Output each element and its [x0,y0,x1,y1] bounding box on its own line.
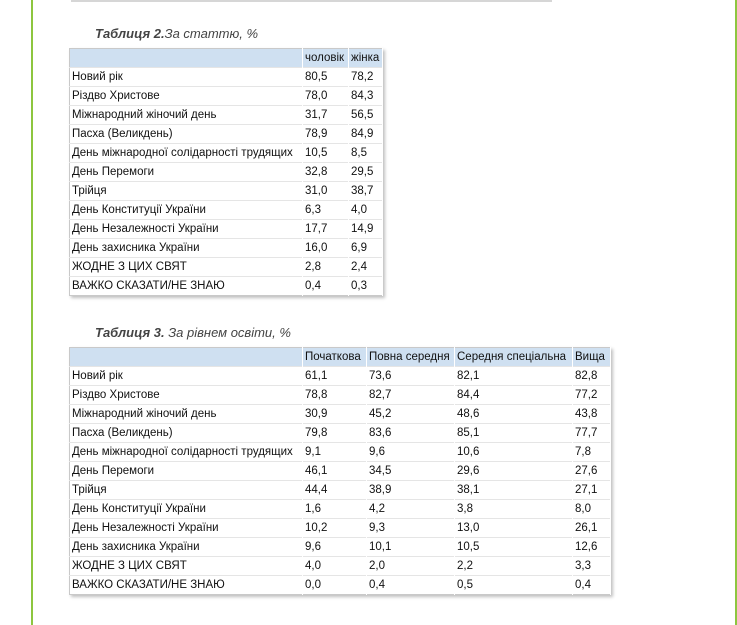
row-label-cell: ВАЖКО СКАЗАТИ/НЕ ЗНАЮ [70,277,303,296]
table-header-cell: чоловік [303,49,349,68]
value-cell: 4,0 [349,201,383,220]
row-label-cell: Трійця [70,182,303,201]
table-row [70,576,611,595]
value-cell: 6,9 [349,239,383,258]
table3-caption-title: За рівнем освіти, % [164,325,291,340]
value-cell: 2,8 [303,258,349,277]
value-cell: 9,3 [367,519,455,538]
table-row [70,220,383,239]
table-row [70,125,383,144]
table-row [70,144,383,163]
value-cell: 78,0 [303,87,349,106]
row-label-cell: Міжнародний жіночий день [70,106,303,125]
value-cell: 3,3 [573,557,611,576]
table-row [70,87,383,106]
value-cell: 30,9 [303,405,367,424]
table-header-cell: Середня спеціальна [455,348,573,367]
value-cell: 61,1 [303,367,367,386]
value-cell: 85,1 [455,424,573,443]
value-cell: 6,3 [303,201,349,220]
value-cell: 2,4 [349,258,383,277]
table-header-cell [70,49,303,68]
value-cell: 16,0 [303,239,349,258]
value-cell: 38,7 [349,182,383,201]
value-cell: 26,1 [573,519,611,538]
value-cell: 10,2 [303,519,367,538]
table-row [70,481,611,500]
value-cell: 77,2 [573,386,611,405]
table-row [70,557,611,576]
row-label-cell: День Конституції України [70,500,303,519]
table-row [70,538,611,557]
value-cell: 46,1 [303,462,367,481]
value-cell: 73,6 [367,367,455,386]
row-label-cell: Пасха (Великдень) [70,424,303,443]
value-cell: 38,1 [455,481,573,500]
value-cell: 0,4 [573,576,611,595]
table-row [70,163,383,182]
value-cell: 27,6 [573,462,611,481]
table-header-cell [70,348,303,367]
value-cell: 80,5 [303,68,349,87]
table2-by-gender [69,48,383,296]
value-cell: 10,1 [367,538,455,557]
row-label-cell: ЖОДНЕ З ЦИХ СВЯТ [70,258,303,277]
value-cell: 0,4 [367,576,455,595]
value-cell: 0,3 [349,277,383,296]
value-cell: 84,9 [349,125,383,144]
table-row [70,277,383,296]
value-cell: 29,6 [455,462,573,481]
value-cell: 14,9 [349,220,383,239]
row-label-cell: День Незалежності України [70,519,303,538]
row-label-cell: День міжнародної солідарності трудящих [70,443,303,462]
table-row [70,201,383,220]
value-cell: 27,1 [573,481,611,500]
table-header-row [70,348,611,367]
row-label-cell: День Конституції України [70,201,303,220]
row-label-cell: День міжнародної солідарності трудящих [70,144,303,163]
row-label-cell: День Незалежності України [70,220,303,239]
value-cell: 31,7 [303,106,349,125]
value-cell: 12,6 [573,538,611,557]
content-left-border [31,0,33,625]
row-label-cell: День захисника України [70,239,303,258]
value-cell: 9,1 [303,443,367,462]
value-cell: 82,8 [573,367,611,386]
value-cell: 48,6 [455,405,573,424]
value-cell: 29,5 [349,163,383,182]
value-cell: 84,4 [455,386,573,405]
value-cell: 4,2 [367,500,455,519]
row-label-cell: Новий рік [70,367,303,386]
table-row [70,258,383,277]
value-cell: 45,2 [367,405,455,424]
value-cell: 34,5 [367,462,455,481]
table-header-cell: Повна середня [367,348,455,367]
table-row [70,106,383,125]
row-label-cell: Міжнародний жіночий день [70,405,303,424]
value-cell: 78,2 [349,68,383,87]
table-row [70,367,611,386]
value-cell: 32,8 [303,163,349,182]
value-cell: 77,7 [573,424,611,443]
value-cell: 82,7 [367,386,455,405]
row-label-cell: Новий рік [70,68,303,87]
table-header-cell: Вища [573,348,611,367]
table-row [70,239,383,258]
value-cell: 31,0 [303,182,349,201]
value-cell: 79,8 [303,424,367,443]
table-row [70,424,611,443]
value-cell: 13,0 [455,519,573,538]
row-label-cell: День Перемоги [70,163,303,182]
row-label-cell: Різдво Христове [70,386,303,405]
value-cell: 10,5 [455,538,573,557]
value-cell: 7,8 [573,443,611,462]
table-row [70,68,383,87]
value-cell: 0,5 [455,576,573,595]
row-label-cell: Трійця [70,481,303,500]
row-label-cell: ЖОДНЕ З ЦИХ СВЯТ [70,557,303,576]
value-cell: 2,0 [367,557,455,576]
table2-caption [95,26,258,41]
value-cell: 38,9 [367,481,455,500]
value-cell: 17,7 [303,220,349,239]
value-cell: 82,1 [455,367,573,386]
value-cell: 1,6 [303,500,367,519]
top-divider [71,0,552,2]
table-row [70,462,611,481]
value-cell: 9,6 [303,538,367,557]
value-cell: 44,4 [303,481,367,500]
row-label-cell: День захисника України [70,538,303,557]
table-row [70,519,611,538]
value-cell: 0,4 [303,277,349,296]
value-cell: 0,0 [303,576,367,595]
value-cell: 78,8 [303,386,367,405]
value-cell: 78,9 [303,125,349,144]
value-cell: 4,0 [303,557,367,576]
table-row [70,182,383,201]
value-cell: 2,2 [455,557,573,576]
table-header-cell: жінка [349,49,383,68]
row-label-cell: ВАЖКО СКАЗАТИ/НЕ ЗНАЮ [70,576,303,595]
value-cell: 8,5 [349,144,383,163]
table2-caption-number: Таблиця 2. [95,26,165,41]
value-cell: 3,8 [455,500,573,519]
table3-caption [95,325,291,340]
table-row [70,405,611,424]
value-cell: 9,6 [367,443,455,462]
table3-by-education [69,347,611,595]
table2-caption-title: За статтю, % [164,26,259,41]
row-label-cell: Різдво Христове [70,87,303,106]
table3-caption-number: Таблиця 3. [95,325,165,340]
table-header-row [70,49,383,68]
value-cell: 43,8 [573,405,611,424]
row-label-cell: Пасха (Великдень) [70,125,303,144]
value-cell: 83,6 [367,424,455,443]
table-header-cell: Початкова [303,348,367,367]
table-row [70,386,611,405]
value-cell: 10,5 [303,144,349,163]
table-row [70,500,611,519]
value-cell: 8,0 [573,500,611,519]
value-cell: 56,5 [349,106,383,125]
table-row [70,443,611,462]
row-label-cell: День Перемоги [70,462,303,481]
value-cell: 10,6 [455,443,573,462]
value-cell: 84,3 [349,87,383,106]
